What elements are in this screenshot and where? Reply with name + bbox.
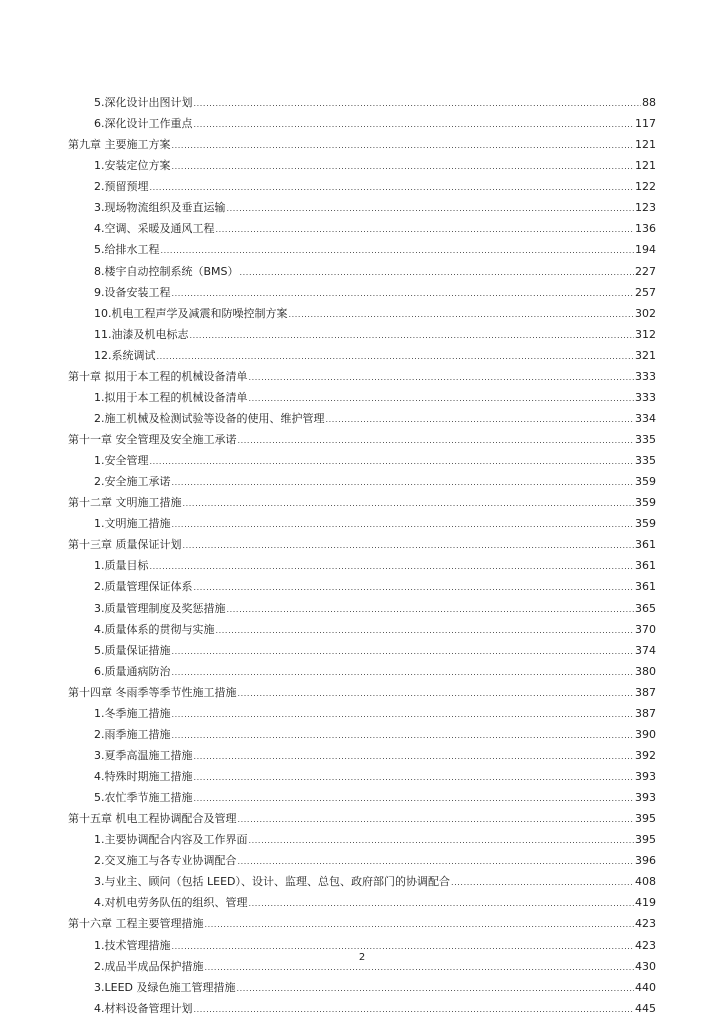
- dot-leader: [227, 197, 635, 218]
- dot-leader: [249, 892, 635, 913]
- toc-section-entry[interactable]: [68, 176, 656, 197]
- dot-leader: [238, 682, 635, 703]
- toc-chapter-entry[interactable]: [68, 366, 656, 387]
- toc-entry-title: 4.材料设备管理计划: [94, 1001, 193, 1015]
- toc-entry-title: 6.质量通病防治: [94, 664, 171, 678]
- toc-section-entry[interactable]: [68, 892, 656, 913]
- toc-entry-title: 4.质量体系的贯彻与实施: [94, 622, 215, 636]
- toc-section-entry[interactable]: [68, 977, 656, 998]
- toc-section-entry[interactable]: [68, 113, 656, 134]
- toc-entry-page: 257: [635, 285, 656, 299]
- toc-section-entry[interactable]: [68, 745, 656, 766]
- dot-leader: [183, 492, 635, 513]
- toc-entry-page: 333: [635, 369, 656, 383]
- toc-entry-page: 335: [635, 433, 656, 446]
- dot-leader: [240, 261, 634, 282]
- dot-leader: [172, 724, 635, 745]
- toc-entry-title: 2.雨季施工措施: [94, 727, 171, 741]
- toc-entry-page: 302: [635, 306, 656, 320]
- dot-leader: [157, 345, 635, 366]
- toc-entry-page: 334: [635, 411, 656, 425]
- toc-entry-page: 390: [635, 727, 656, 741]
- dot-leader: [194, 998, 635, 1019]
- toc-entry-page: 423: [635, 938, 656, 952]
- toc-entry-title: 2.预留预埋: [94, 180, 149, 194]
- dot-leader: [216, 619, 635, 640]
- dot-leader: [326, 408, 635, 429]
- dot-leader: [194, 92, 642, 113]
- toc-entry-title: 1.拟用于本工程的机械设备清单: [94, 390, 248, 404]
- toc-entry-page: 123: [635, 201, 656, 215]
- table-of-contents: [68, 92, 656, 1019]
- toc-entry-page: 395: [635, 833, 656, 847]
- toc-entry-page: 359: [635, 517, 656, 531]
- dot-leader: [172, 640, 635, 661]
- page-number: 2: [358, 952, 366, 963]
- dot-leader: [238, 850, 635, 871]
- toc-entry-title: 4.特殊时期施工措施: [94, 770, 193, 783]
- dot-leader: [238, 808, 635, 829]
- toc-entry-page: 121: [635, 138, 656, 152]
- toc-section-entry[interactable]: [68, 703, 656, 724]
- toc-entry-title: 1.主要协调配合内容及工作界面: [94, 833, 248, 847]
- toc-section-entry[interactable]: [68, 282, 656, 303]
- toc-entry-page: 359: [635, 475, 656, 489]
- toc-entry-title: 第十六章 工程主要管理措施: [68, 917, 204, 931]
- toc-entry-page: 387: [635, 685, 656, 699]
- toc-entry-title: 第十四章 冬雨季等季节性施工措施: [68, 685, 237, 699]
- toc-entry-page: 194: [635, 243, 656, 257]
- toc-section-entry[interactable]: [68, 871, 656, 892]
- toc-section-entry[interactable]: [68, 555, 656, 576]
- dot-leader: [172, 661, 635, 682]
- toc-entry-page: 312: [635, 327, 656, 341]
- toc-section-entry[interactable]: [68, 724, 656, 745]
- dot-leader: [216, 218, 635, 239]
- dot-leader: [172, 155, 635, 176]
- dot-leader: [194, 113, 635, 134]
- dot-leader: [205, 913, 635, 934]
- toc-entry-page: 392: [635, 748, 656, 762]
- toc-entry-page: 408: [635, 875, 656, 889]
- toc-entry-page: 361: [635, 538, 656, 552]
- toc-section-entry[interactable]: [68, 450, 656, 471]
- toc-entry-title: 5.质量保证措施: [94, 643, 171, 657]
- toc-section-entry[interactable]: [68, 661, 656, 682]
- toc-entry-page: 88: [642, 96, 656, 109]
- toc-section-entry[interactable]: [68, 387, 656, 408]
- dot-leader: [172, 513, 635, 534]
- toc-entry-page: 393: [635, 770, 656, 783]
- toc-chapter-entry[interactable]: [68, 492, 656, 513]
- dot-leader: [237, 977, 635, 998]
- toc-section-entry[interactable]: [68, 239, 656, 260]
- toc-section-entry[interactable]: [68, 640, 656, 661]
- toc-entry-page: 361: [635, 580, 656, 594]
- toc-entry-title: 第十二章 文明施工措施: [68, 496, 182, 510]
- toc-entry-page: 321: [635, 348, 656, 362]
- toc-entry-title: 6.深化设计工作重点: [94, 117, 193, 131]
- toc-entry-title: 1.安装定位方案: [94, 159, 171, 173]
- toc-section-entry[interactable]: [68, 598, 656, 619]
- toc-entry-page: 121: [635, 159, 656, 173]
- toc-entry-title: 5.给排水工程: [94, 243, 160, 257]
- toc-entry-page: 370: [635, 622, 656, 636]
- dot-leader: [227, 598, 635, 619]
- toc-chapter-entry[interactable]: [68, 913, 656, 934]
- toc-entry-title: 第九章 主要施工方案: [68, 138, 171, 152]
- toc-entry-page: 374: [635, 643, 656, 657]
- toc-section-entry[interactable]: [68, 324, 656, 345]
- toc-entry-page: 445: [635, 1001, 656, 1015]
- toc-chapter-entry[interactable]: [68, 534, 656, 555]
- toc-entry-title: 2.施工机械及检测试验等设备的使用、维护管理: [94, 411, 325, 425]
- toc-section-entry[interactable]: [68, 829, 656, 850]
- toc-entry-title: 4.对机电劳务队伍的组织、管理: [94, 896, 248, 910]
- toc-entry-title: 3.与业主、顾问（包括 LEED）、设计、监理、总包、政府部门的协调配合: [94, 875, 450, 889]
- dot-leader: [190, 324, 635, 345]
- toc-section-entry[interactable]: [68, 513, 656, 534]
- dot-leader: [172, 282, 635, 303]
- toc-entry-page: 423: [635, 917, 656, 931]
- dot-leader: [194, 766, 635, 787]
- toc-entry-title: 4.空调、采暖及通风工程: [94, 222, 215, 236]
- toc-entry-page: 387: [635, 706, 656, 720]
- toc-entry-page: 333: [635, 390, 656, 404]
- toc-entry-title: 1.安全管理: [94, 454, 149, 468]
- toc-section-entry[interactable]: [68, 345, 656, 366]
- toc-chapter-entry[interactable]: [68, 134, 656, 155]
- toc-entry-title: 9.设备安装工程: [94, 285, 171, 299]
- dot-leader: [249, 829, 635, 850]
- toc-entry-title: 1.冬季施工措施: [94, 706, 171, 720]
- toc-chapter-entry[interactable]: [68, 808, 656, 829]
- toc-entry-page: 136: [635, 222, 656, 236]
- toc-entry-title: 第十章 拟用于本工程的机械设备清单: [68, 369, 248, 383]
- toc-entry-page: 395: [635, 812, 656, 826]
- dot-leader: [172, 471, 635, 492]
- dot-leader: [161, 239, 635, 260]
- toc-entry-title: 5.深化设计出图计划: [94, 96, 193, 109]
- toc-entry-title: 10.机电工程声学及减震和防噪控制方案: [94, 306, 288, 320]
- dot-leader: [194, 745, 635, 766]
- dot-leader: [238, 429, 635, 450]
- toc-entry-title: 1.质量目标: [94, 559, 149, 573]
- toc-entry-title: 3.夏季高温施工措施: [94, 748, 193, 762]
- toc-entry-title: 2.交叉施工与各专业协调配合: [94, 854, 237, 868]
- toc-entry-page: 359: [635, 496, 656, 510]
- toc-entry-page: 380: [635, 664, 656, 678]
- toc-entry-page: 227: [635, 264, 656, 278]
- dot-leader: [183, 534, 635, 555]
- toc-entry-page: 430: [635, 959, 656, 973]
- dot-leader: [194, 787, 635, 808]
- toc-entry-title: 11.油漆及机电标志: [94, 327, 189, 341]
- toc-entry-title: 8.楼宇自动控制系统（BMS）: [94, 264, 239, 278]
- toc-entry-title: 第十五章 机电工程协调配合及管理: [68, 812, 237, 826]
- toc-entry-page: 393: [635, 791, 656, 805]
- toc-section-entry[interactable]: [68, 576, 656, 597]
- dot-leader: [172, 703, 635, 724]
- dot-leader: [194, 576, 635, 597]
- dot-leader: [172, 134, 635, 155]
- toc-entry-page: 440: [635, 980, 656, 994]
- toc-section-entry[interactable]: [68, 155, 656, 176]
- toc-entry-title: 3.质量管理制度及奖惩措施: [94, 601, 226, 615]
- toc-section-entry[interactable]: [68, 303, 656, 324]
- toc-section-entry[interactable]: [68, 92, 656, 113]
- dot-leader: [150, 176, 635, 197]
- toc-entry-title: 12.系统调试: [94, 348, 156, 362]
- dot-leader: [150, 555, 635, 576]
- toc-entry-title: 2.质量管理保证体系: [94, 580, 193, 594]
- toc-chapter-entry[interactable]: [68, 429, 656, 450]
- toc-section-entry[interactable]: [68, 408, 656, 429]
- toc-entry-title: 第十一章 安全管理及安全施工承诺: [68, 433, 237, 446]
- dot-leader: [249, 366, 635, 387]
- toc-entry-page: 122: [635, 180, 656, 194]
- toc-chapter-entry[interactable]: [68, 682, 656, 703]
- toc-entry-title: 1.文明施工措施: [94, 517, 171, 531]
- toc-section-entry[interactable]: [68, 218, 656, 239]
- toc-entry-title: 1.技术管理措施: [94, 938, 171, 952]
- toc-entry-page: 419: [635, 896, 656, 910]
- toc-entry-title: 2.成品半成品保护措施: [94, 959, 204, 973]
- toc-section-entry[interactable]: [68, 619, 656, 640]
- toc-entry-title: 5.农忙季节施工措施: [94, 791, 193, 805]
- toc-entry-page: 117: [635, 117, 656, 131]
- toc-entry-title: 第十三章 质量保证计划: [68, 538, 182, 552]
- dot-leader: [289, 303, 635, 324]
- toc-entry-title: 3.LEED 及绿色施工管理措施: [94, 980, 236, 994]
- toc-section-entry[interactable]: [68, 471, 656, 492]
- dot-leader: [249, 387, 635, 408]
- toc-entry-page: 335: [635, 454, 656, 468]
- toc-section-entry[interactable]: [68, 197, 656, 218]
- toc-entry-page: 396: [635, 854, 656, 868]
- toc-section-entry[interactable]: [68, 998, 656, 1019]
- toc-entry-page: 361: [635, 559, 656, 573]
- toc-section-entry[interactable]: [68, 787, 656, 808]
- dot-leader: [150, 450, 635, 471]
- toc-entry-title: 3.现场物流组织及垂直运输: [94, 201, 226, 215]
- toc-section-entry[interactable]: [68, 850, 656, 871]
- toc-section-entry[interactable]: [68, 261, 656, 282]
- dot-leader: [451, 871, 634, 892]
- toc-section-entry[interactable]: [68, 766, 656, 787]
- toc-entry-title: 2.安全施工承诺: [94, 475, 171, 489]
- toc-entry-page: 365: [635, 601, 656, 615]
